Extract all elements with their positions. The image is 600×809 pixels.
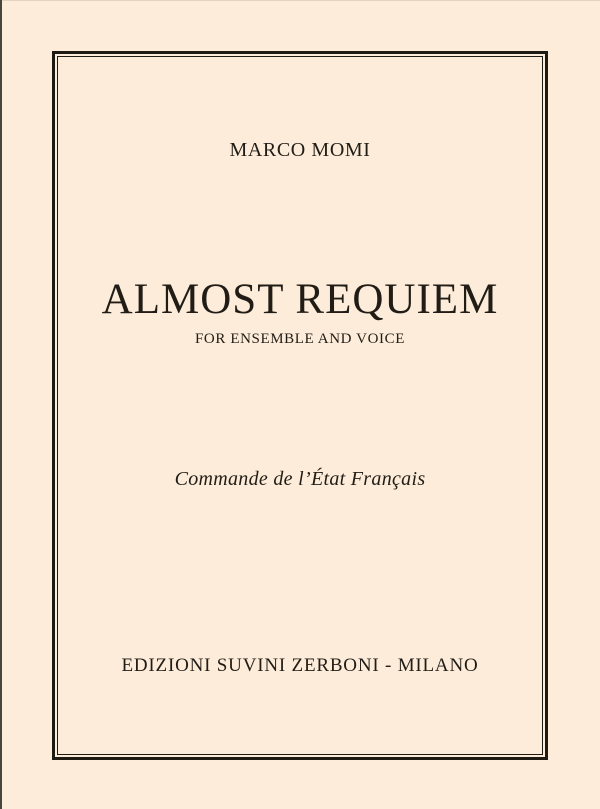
work-subtitle: FOR ENSEMBLE AND VOICE <box>194 331 406 347</box>
work-title: ALMOST REQUIEM <box>101 276 499 323</box>
composer-name: MARCO MOMI <box>229 139 371 161</box>
publisher-imprint: EDIZIONI SUVINI ZERBONI - MILANO <box>121 655 479 676</box>
top-edge-scan-artifact <box>0 0 600 1</box>
commission-note: Commande de l’État Français <box>174 468 426 490</box>
left-edge-scan-artifact <box>0 0 2 809</box>
